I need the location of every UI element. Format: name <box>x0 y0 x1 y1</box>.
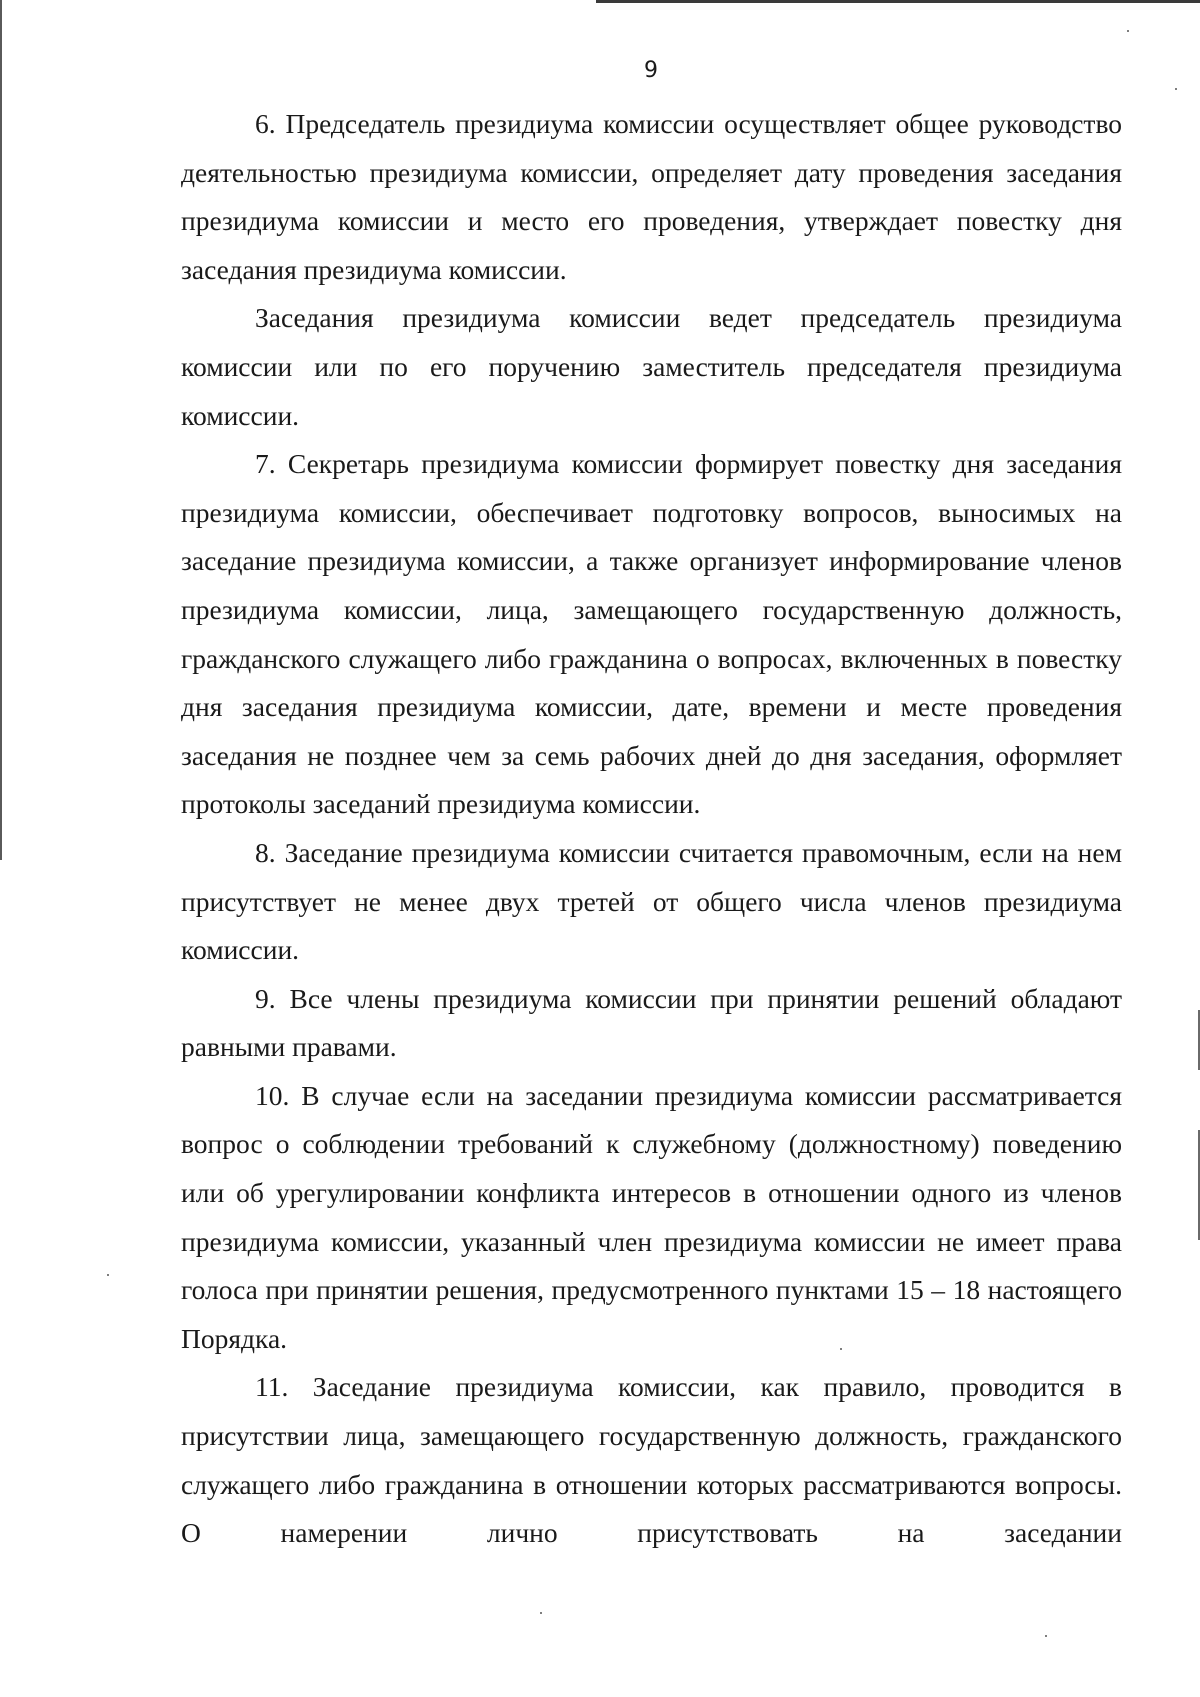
paragraph-10: 10. В случае если на заседании президиума комиссии рассматривается вопрос о соблюдении требований к служебному (должностному) поведению или об урегулировании конфликта интересов в отношении одного из членов президиума комиссии, указанный член президиума комиссии не имеет права голоса при принятии решения, предусмотренного пунктами 15 – 18 настоящего Порядка. <box>181 1079 1122 1354</box>
scan-speck <box>1127 30 1129 32</box>
paragraph-9: 9. Все члены президиума комиссии при принятии решений обладают равными правами. <box>181 982 1122 1063</box>
scan-edge-line-left <box>0 0 2 860</box>
page-number: 9 <box>644 58 658 83</box>
scan-speck <box>840 1348 842 1350</box>
paragraph-6-continued: Заседания президиума комиссии ведет председатель президиума комиссии или по его поручению заместитель председателя президиума комиссии. <box>181 302 1122 431</box>
paragraph-11: 11. Заседание президиума комиссии, как правило, проводится в присутствии лица, замещающего государственную должность, гражданского служащего либо гражданина в отношении которых рассматриваются вопросы. О намерении лично присутствовать на заседании <box>181 1371 1122 1549</box>
document-body <box>181 100 1122 1558</box>
paragraph-8: 8. Заседание президиума комиссии считается правомочным, если на нем присутствует не менее двух третей от общего числа членов президиума комиссии. <box>181 836 1122 966</box>
paragraph-7: 7. Секретарь президиума комиссии формирует повестку дня заседания президиума комиссии, обеспечивает подготовку вопросов, выносимых на заседание президиума комиссии, а также организует информирование членов президиума комиссии, лица, замещающего государственную должность, гражданского служащего либо гражданина о вопросах, включенных в повестку дня заседания президиума комиссии, дате, времени и месте проведения заседания не позднее чем за семь рабочих дней до дня заседания, оформляет протоколы заседаний президиума комиссии. <box>181 448 1122 820</box>
scan-speck <box>540 1612 542 1614</box>
scan-speck <box>1045 1635 1047 1637</box>
scan-speck <box>1175 88 1177 90</box>
scan-speck <box>107 1274 109 1276</box>
paragraph-6: 6. Председатель президиума комиссии осуществляет общее руководство деятельностью президиума комиссии, определяет дату проведения заседания президиума комиссии и место его проведения, утверждает повестку дня заседания президиума комиссии. <box>181 108 1122 285</box>
scan-edge-line-top <box>596 0 1200 3</box>
